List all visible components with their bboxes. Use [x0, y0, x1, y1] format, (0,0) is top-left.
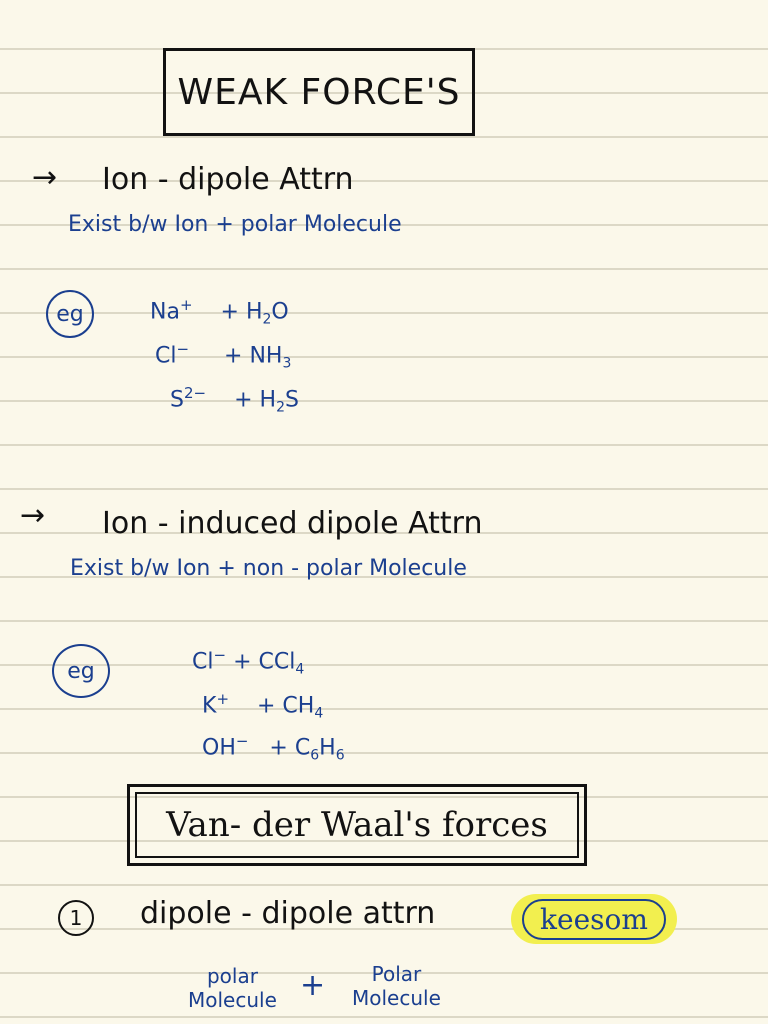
polar-left-line2: Molecule [188, 988, 277, 1012]
example-ion: OH [202, 735, 236, 761]
number-badge [58, 900, 94, 936]
example-molecule-tail: S [284, 387, 299, 413]
example-ion: Cl [155, 343, 177, 369]
example-charge: − [235, 732, 249, 750]
example-charge: + [216, 690, 230, 708]
example-row-1 [150, 296, 289, 328]
section2-heading: Ion - induced dipole Attrn [102, 506, 483, 541]
polar-molecule-right [352, 962, 441, 1010]
vdw-title-box [127, 784, 587, 866]
example-molecule: + NH [224, 343, 283, 369]
eg-label: eg [67, 658, 95, 684]
eg-badge-1 [46, 290, 94, 338]
example-subscript: 6 [310, 747, 320, 764]
number-label: 1 [69, 906, 83, 930]
example-charge: 2− [183, 384, 207, 402]
example-subscript: 4 [295, 661, 305, 678]
eg-badge-2 [52, 644, 110, 698]
item1-text: dipole - dipole attrn [140, 896, 436, 931]
example-ion: S [170, 387, 184, 413]
section1-heading: Ion - dipole Attrn [102, 162, 354, 197]
example-molecule-tail: O [271, 299, 289, 325]
example-molecule: + CCl [233, 649, 296, 675]
example-row-5 [202, 690, 323, 722]
example-ion: Na [150, 299, 180, 325]
example-molecule-tail: H [319, 735, 336, 761]
example-row-2 [155, 340, 291, 372]
keesom-highlight [511, 894, 677, 944]
example-molecule: + CH [257, 693, 315, 719]
example-subscript: 4 [314, 705, 324, 722]
example-molecule: + C [269, 735, 311, 761]
example-molecule: + H [220, 299, 263, 325]
example-molecule: + H [234, 387, 277, 413]
arrow-icon: → [20, 498, 46, 533]
example-subscript: 2 [276, 399, 285, 416]
example-charge: − [176, 340, 190, 358]
example-row-6 [202, 732, 345, 764]
example-charge: − [213, 646, 227, 664]
polar-right-line2: Molecule [352, 986, 441, 1010]
example-row-3 [170, 384, 299, 416]
title-box [163, 48, 475, 136]
polar-molecule-left [188, 964, 277, 1012]
polar-left-line1: polar [206, 964, 258, 988]
example-subscript: 6 [335, 747, 345, 764]
polar-right-line1: Polar [371, 962, 422, 986]
example-subscript: 3 [282, 355, 292, 372]
eg-label: eg [56, 301, 84, 327]
example-row-4 [192, 646, 304, 678]
example-ion: K [202, 693, 217, 719]
example-charge: + [179, 296, 193, 314]
arrow-icon: → [32, 160, 58, 195]
section2-subtitle: Exist b/w Ion + non - polar Molecule [70, 556, 467, 581]
section1-subtitle: Exist b/w Ion + polar Molecule [68, 212, 402, 237]
vdw-title: Van- der Waal's forces [166, 805, 548, 845]
page-title: WEAK FORCE'S [177, 71, 461, 113]
vdw-title-inner [135, 792, 579, 858]
example-subscript: 2 [262, 311, 272, 328]
keesom-label: keesom [522, 899, 666, 940]
plus-sign: + [300, 968, 326, 1003]
example-ion: Cl [192, 649, 214, 675]
